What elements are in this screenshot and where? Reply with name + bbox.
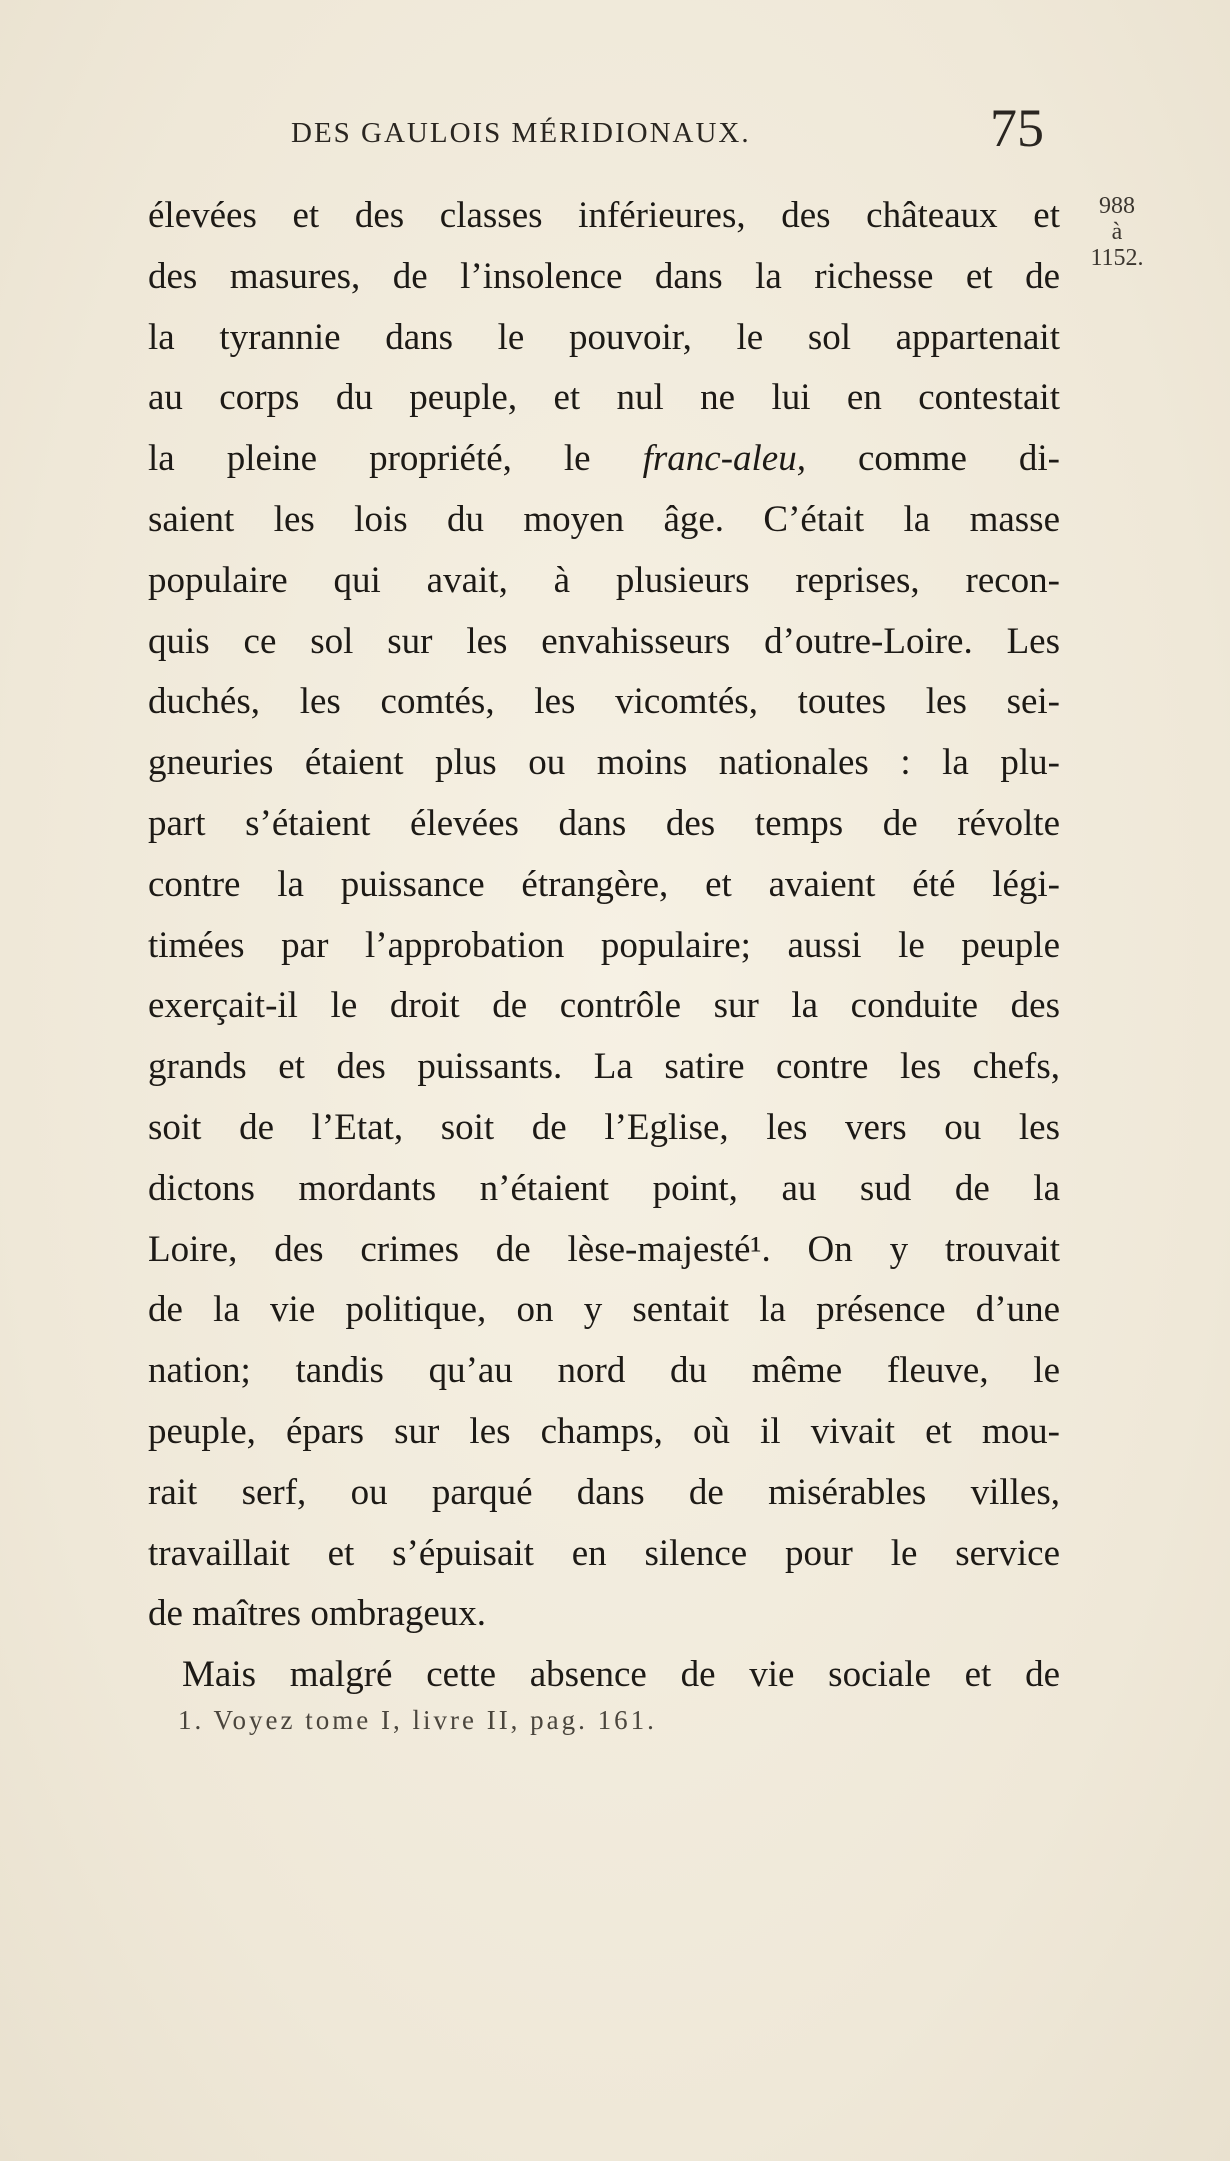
body-text: [148, 186, 1060, 1706]
text-line: part s’étaient élevées dans des temps de révolte: [148, 802, 1060, 844]
text-line: au corps du peuple, et nul ne lui en contestait: [148, 377, 1060, 419]
text-line: peuple, épars sur les champs, où il vivait et mou-: [148, 1410, 1060, 1452]
text-line: [148, 429, 1060, 490]
text-line: dictons mordants n’étaient point, au sud de la: [148, 1167, 1060, 1209]
text-line: la tyrannie dans le pouvoir, le sol appartenait: [148, 316, 1060, 358]
text-line: rait serf, ou parqué dans de misérables villes,: [148, 1471, 1060, 1513]
text-line: soit de l’Etat, soit de l’Eglise, les vers ou les: [148, 1106, 1060, 1148]
text-line: exerçait-il le droit de contrôle sur la conduite des: [148, 985, 1060, 1027]
text-segment: la pleine propriété, le: [148, 438, 643, 480]
text-line: des masures, de l’insolence dans la richesse et de: [148, 255, 1060, 297]
margin-date-note: [1086, 193, 1148, 271]
text-line: saient les lois du moyen âge. C’était la masse: [148, 498, 1060, 540]
page-number: 75: [990, 98, 1044, 158]
text-line: contre la puissance étrangère, et avaient été légi-: [148, 863, 1060, 905]
text-line: grands et des puissants. La satire contre les chefs,: [148, 1046, 1060, 1088]
text-line: timées par l’approbation populaire; aussi le peuple: [148, 924, 1060, 966]
running-title: DES GAULOIS MÉRIDIONAUX.: [291, 117, 751, 149]
margin-date-connector: à: [1111, 219, 1123, 245]
margin-date-to: 1152.: [1090, 245, 1144, 271]
text-line: gneuries étaient plus ou moins nationales : la plu-: [148, 742, 1060, 784]
text-line: de la vie politique, on y sentait la présence d’une: [148, 1289, 1060, 1331]
italic-term-franc-aleu: franc-aleu,: [642, 438, 806, 480]
margin-date-from: 988: [1099, 193, 1135, 219]
text-line: populaire qui avait, à plusieurs reprises, recon-: [148, 559, 1060, 601]
text-line: Loire, des crimes de lèse-majesté¹. On y trouvait: [148, 1228, 1060, 1270]
footnote: 1. Voyez tome I, livre II, pag. 161.: [178, 1705, 657, 1735]
text-line: élevées et des classes inférieures, des châteaux et: [148, 195, 1060, 236]
text-line: nation; tandis qu’au nord du même fleuve, le: [148, 1350, 1060, 1392]
text-line: quis ce sol sur les envahisseurs d’outre-Loire. Les: [148, 620, 1060, 662]
text-segment: comme di-: [805, 438, 1060, 480]
text-line: de maîtres ombrageux.: [148, 1593, 487, 1635]
text-line: travaillait et s’épuisait en silence pour le service: [148, 1532, 1060, 1574]
text-line-paragraph-start: Mais malgré cette absence de vie sociale et de: [182, 1654, 1060, 1696]
text-line: duchés, les comtés, les vicomtés, toutes les sei-: [148, 681, 1060, 723]
